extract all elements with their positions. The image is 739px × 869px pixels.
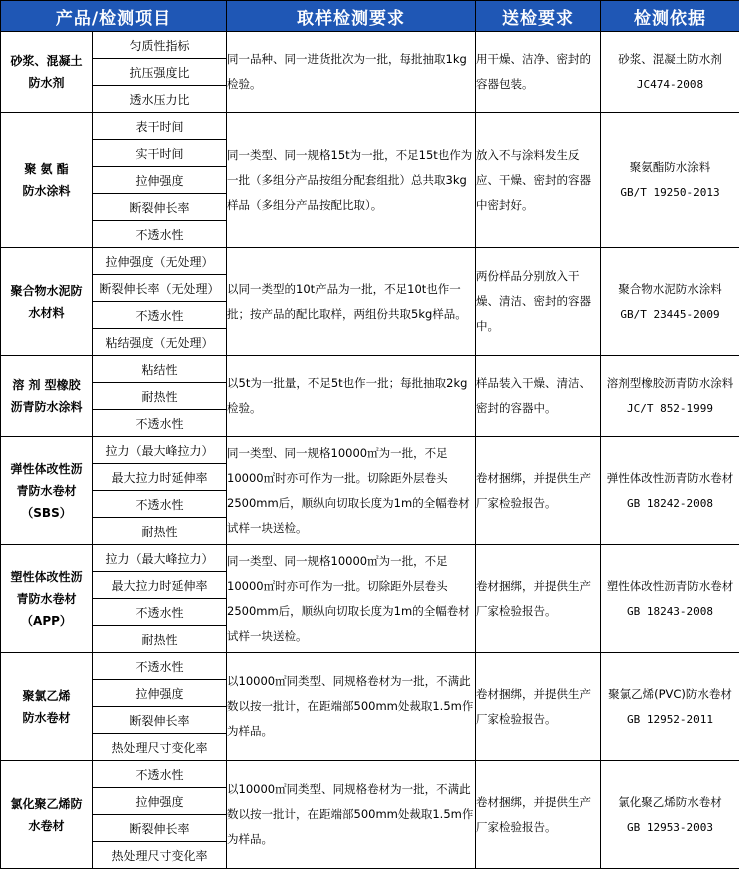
- delivery-requirement-cell: 卷材捆绑，并提供生产厂家检验报告。: [476, 437, 601, 545]
- table-row: [1, 437, 739, 464]
- product-name-line: 聚氯乙烯: [1, 685, 92, 707]
- basis-code: GB/T 19250-2013: [601, 180, 739, 205]
- sampling-requirement-cell: 同一类型、同一规格10000㎡为一批，不足10000㎡时亦可作为一批。切除距外层卷头2500mm后，顺纵向切取长度为1m的全幅卷材试样一块送检。: [227, 545, 476, 653]
- product-name-line: （APP）: [1, 610, 92, 632]
- product-name-cell: [1, 356, 93, 437]
- test-item-cell: 拉伸强度: [93, 167, 227, 194]
- basis-name: 溶剂型橡胶沥青防水涂料: [601, 371, 739, 396]
- product-name-cell: [1, 113, 93, 248]
- test-item-cell: 抗压强度比: [93, 59, 227, 86]
- test-item-cell: 粘结强度（无处理）: [93, 329, 227, 356]
- test-item-cell: 不透水性: [93, 221, 227, 248]
- test-item-cell: 拉力（最大峰拉力）: [93, 437, 227, 464]
- header-sampling: 取样检测要求: [227, 1, 476, 32]
- test-item-cell: 最大拉力时延伸率: [93, 464, 227, 491]
- test-item-cell: 耐热性: [93, 626, 227, 653]
- test-basis-cell: [601, 248, 739, 356]
- basis-code: JC474-2008: [601, 72, 739, 97]
- product-name-line: 弹性体改性沥: [1, 458, 92, 480]
- sampling-requirement-cell: 以10000㎡同类型、同规格卷材为一批，不满此数以按一批计，在距端部500mm处裁取1.5m作为样品。: [227, 761, 476, 869]
- test-item-cell: 热处理尺寸变化率: [93, 734, 227, 761]
- basis-code: GB 12952-2011: [601, 707, 739, 732]
- header-product: 产品/检测项目: [1, 1, 227, 32]
- delivery-requirement-cell: 卷材捆绑，并提供生产厂家检验报告。: [476, 545, 601, 653]
- basis-name: 氯化聚乙烯防水卷材: [601, 790, 739, 815]
- product-name-line: 水材料: [1, 302, 92, 324]
- sampling-requirement-cell: 以5t为一批量，不足5t也作一批；每批抽取2kg检验。: [227, 356, 476, 437]
- test-item-cell: 拉伸强度: [93, 680, 227, 707]
- sampling-requirement-cell: 以10000㎡同类型、同规格卷材为一批，不满此数以按一批计，在距端部500mm处裁取1.5m作为样品。: [227, 653, 476, 761]
- test-basis-cell: [601, 653, 739, 761]
- delivery-requirement-cell: 卷材捆绑，并提供生产厂家检验报告。: [476, 761, 601, 869]
- test-item-cell: 拉伸强度: [93, 788, 227, 815]
- test-item-cell: 断裂伸长率: [93, 815, 227, 842]
- test-item-cell: 不透水性: [93, 761, 227, 788]
- product-name-cell: [1, 545, 93, 653]
- basis-code: GB 18242-2008: [601, 491, 739, 516]
- delivery-requirement-cell: 卷材捆绑，并提供生产厂家检验报告。: [476, 653, 601, 761]
- test-item-cell: 最大拉力时延伸率: [93, 572, 227, 599]
- test-item-cell: 不透水性: [93, 599, 227, 626]
- test-basis-cell: [601, 545, 739, 653]
- test-item-cell: 不透水性: [93, 491, 227, 518]
- product-name-cell: [1, 437, 93, 545]
- test-basis-cell: [601, 437, 739, 545]
- test-item-cell: 热处理尺寸变化率: [93, 842, 227, 869]
- basis-code: GB/T 23445-2009: [601, 302, 739, 327]
- test-item-cell: 耐热性: [93, 518, 227, 545]
- product-name-line: （SBS）: [1, 502, 92, 524]
- basis-name: 聚合物水泥防水涂料: [601, 277, 739, 302]
- table-row: [1, 545, 739, 572]
- test-basis-cell: [601, 113, 739, 248]
- delivery-requirement-cell: 样品装入干燥、清洁、密封的容器中。: [476, 356, 601, 437]
- test-basis-cell: [601, 32, 739, 113]
- header-basis: 检测依据: [601, 1, 739, 32]
- product-name-line: 水卷材: [1, 815, 92, 837]
- table-row: [1, 248, 739, 275]
- test-basis-cell: [601, 356, 739, 437]
- test-item-cell: 不透水性: [93, 653, 227, 680]
- test-item-cell: 表干时间: [93, 113, 227, 140]
- table-body: [1, 32, 739, 869]
- product-name-cell: [1, 761, 93, 869]
- product-name-line: 塑性体改性沥: [1, 566, 92, 588]
- product-name-line: 防水涂料: [1, 180, 92, 202]
- basis-name: 聚氨酯防水涂料: [601, 155, 739, 180]
- product-name-cell: [1, 653, 93, 761]
- test-item-cell: 断裂伸长率: [93, 707, 227, 734]
- test-item-cell: 断裂伸长率: [93, 194, 227, 221]
- product-name-line: 防水剂: [1, 72, 92, 94]
- test-item-cell: 断裂伸长率（无处理）: [93, 275, 227, 302]
- product-name-cell: [1, 32, 93, 113]
- table-row: [1, 356, 739, 383]
- product-name-line: 防水卷材: [1, 707, 92, 729]
- sampling-requirement-cell: 以同一类型的10t产品为一批，不足10t也作一批；按产品的配比取样，两组份共取5kg样品。: [227, 248, 476, 356]
- basis-code: JC/T 852-1999: [601, 396, 739, 421]
- sampling-requirement-cell: 同一品种、同一进货批次为一批，每批抽取1kg检验。: [227, 32, 476, 113]
- delivery-requirement-cell: 放入不与涂料发生反应、干燥、密封的容器中密封好。: [476, 113, 601, 248]
- test-item-cell: 拉伸强度（无处理）: [93, 248, 227, 275]
- table-row: [1, 113, 739, 140]
- test-item-cell: 耐热性: [93, 383, 227, 410]
- table-row: [1, 761, 739, 788]
- basis-name: 聚氯乙烯(PVC)防水卷材: [601, 682, 739, 707]
- product-name-line: 聚 氨 酯: [1, 158, 92, 180]
- basis-name: 砂浆、混凝土防水剂: [601, 47, 739, 72]
- product-name-cell: [1, 248, 93, 356]
- sampling-requirement-cell: 同一类型、同一规格10000㎡为一批，不足10000㎡时亦可作为一批。切除距外层卷头2500mm后，顺纵向切取长度为1m的全幅卷材试样一块送检。: [227, 437, 476, 545]
- test-item-cell: 粘结性: [93, 356, 227, 383]
- basis-name: 塑性体改性沥青防水卷材: [601, 574, 739, 599]
- header-delivery: 送检要求: [476, 1, 601, 32]
- test-item-cell: 实干时间: [93, 140, 227, 167]
- product-name-line: 砂浆、混凝土: [1, 50, 92, 72]
- test-basis-cell: [601, 761, 739, 869]
- product-name-line: 青防水卷材: [1, 588, 92, 610]
- delivery-requirement-cell: 用干燥、洁净、密封的容器包装。: [476, 32, 601, 113]
- test-item-cell: 透水压力比: [93, 86, 227, 113]
- basis-code: GB 18243-2008: [601, 599, 739, 624]
- table-row: [1, 653, 739, 680]
- basis-code: GB 12953-2003: [601, 815, 739, 840]
- test-item-cell: 不透水性: [93, 410, 227, 437]
- test-item-cell: 不透水性: [93, 302, 227, 329]
- header-row: [1, 1, 739, 32]
- product-name-line: 溶 剂 型橡胶: [1, 374, 92, 396]
- product-name-line: 聚合物水泥防: [1, 280, 92, 302]
- product-name-line: 氯化聚乙烯防: [1, 793, 92, 815]
- test-item-cell: 匀质性指标: [93, 32, 227, 59]
- test-item-cell: 拉力（最大峰拉力）: [93, 545, 227, 572]
- sampling-requirement-cell: 同一类型、同一规格15t为一批，不足15t也作为一批（多组分产品按组分配套组批）总共取3kg样品（多组分产品按配比取）。: [227, 113, 476, 248]
- delivery-requirement-cell: 两份样品分别放入干燥、清洁、密封的容器中。: [476, 248, 601, 356]
- table-row: [1, 32, 739, 59]
- product-name-line: 沥青防水涂料: [1, 396, 92, 418]
- basis-name: 弹性体改性沥青防水卷材: [601, 466, 739, 491]
- product-name-line: 青防水卷材: [1, 480, 92, 502]
